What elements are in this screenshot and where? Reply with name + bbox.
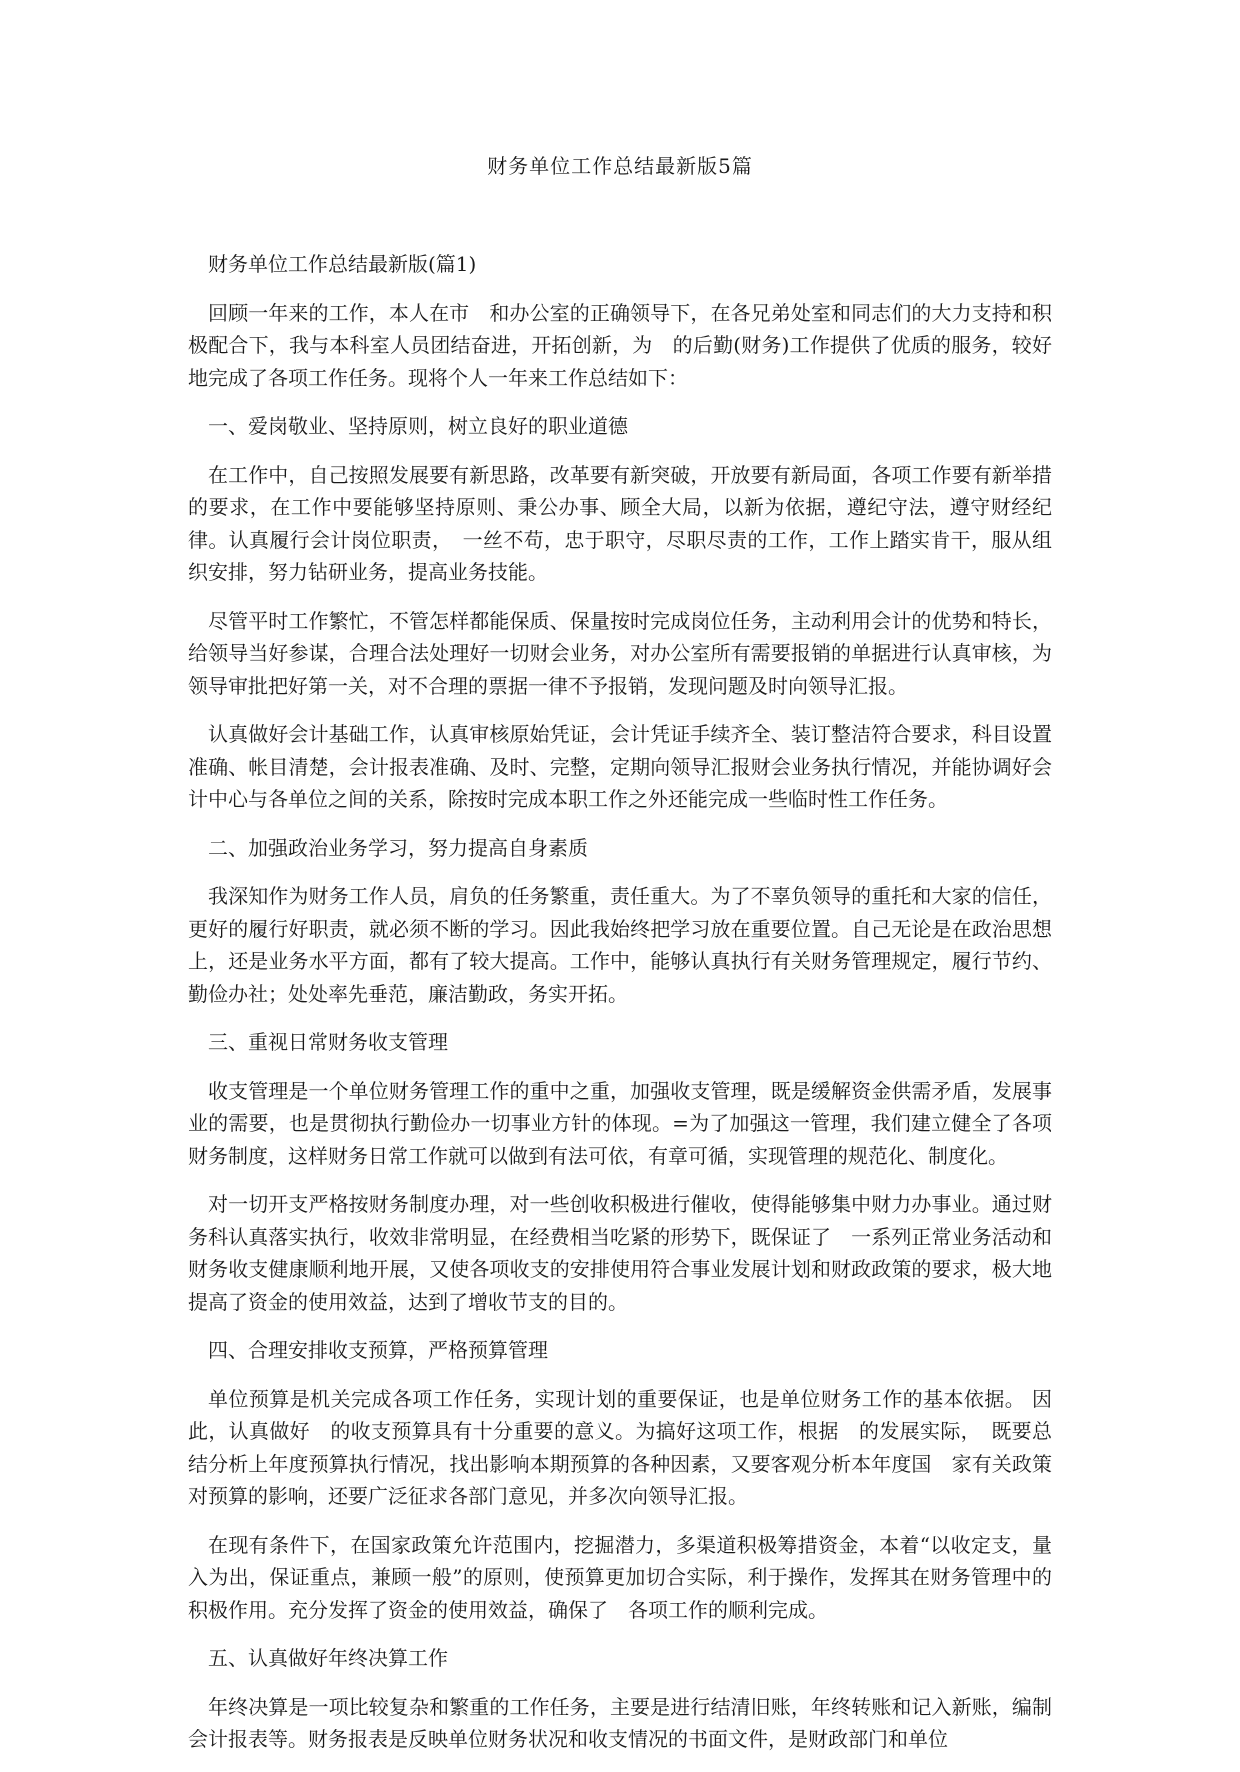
- paragraph: 认真做好会计基础工作，认真审核原始凭证，会计凭证手续齐全、装订整洁符合要求，科目设置准确、帐目清楚，会计报表准确、及时、完整，定期向领导汇报财会业务执行情况，并能协调好会计中心与各单位之间的关系，除按时完成本职工作之外还能完成一些临时性工作任务。: [188, 722, 1052, 811]
- paragraph: 对一切开支严格按财务制度办理，对一些创收积极进行催收，使得能够集中财力办事业。通过财务科认真落实执行，收效非常明显，在经费相当吃紧的形势下，既保证了 一系列正常业务活动和财务收支健康顺利地开展，又使各项收支的安排使用符合事业发展计划和财政政策的要求，极大地提高了资金的使用效益，达到了增收节支的目的。: [188, 1192, 1052, 1314]
- section-heading: 三、重视日常财务收支管理: [208, 1030, 448, 1054]
- paragraph: 收支管理是一个单位财务管理工作的重中之重，加强收支管理，既是缓解资金供需矛盾，发展事业的需要，也是贯彻执行勤俭办一切事业方针的体现。=为了加强这一管理，我们建立健全了各项财务制度，这样财务日常工作就可以做到有法可依，有章可循，实现管理的规范化、制度化。: [188, 1078, 1052, 1168]
- paragraph: 我深知作为财务工作人员，肩负的任务繁重，责任重大。为了不辜负领导的重托和大家的信任，更好的履行好职责，就必须不断的学习。因此我始终把学习放在重要位置。自己无论是在政治思想上，还是业务水平方面，都有了较大提高。工作中，能够认真执行有关财务管理规定，履行节约、勤俭办社；处处率先垂范，廉洁勤政，务实开拓。: [188, 884, 1052, 1006]
- paragraph: 年终决算是一项比较复杂和繁重的工作任务，主要是进行结清旧账，年终转账和记入新账，编制会计报表等。财务报表是反映单位财务状况和收支情况的书面文件，是财政部门和单位: [188, 1694, 1052, 1751]
- section-heading: 五、认真做好年终决算工作: [208, 1646, 448, 1670]
- article-heading: 财务单位工作总结最新版(篇1): [208, 252, 477, 276]
- paragraph: 单位预算是机关完成各项工作任务，实现计划的重要保证，也是单位财务工作的基本依据。 因此，认真做好 的收支预算具有十分重要的意义。为搞好这项工作，根据 的发展实际， 既要总结分析上年度预算执行情况，找出影响本期预算的各种因素，又要客观分析本年度国 家有关政策对预算的影响，还要广泛征求各部门意见，并多次向领导汇报。: [188, 1386, 1052, 1508]
- section-heading: 一、爱岗敬业、坚持原则，树立良好的职业道德: [208, 414, 628, 438]
- document-body: [188, 248, 1052, 1772]
- paragraph: 回顾一年来的工作，本人在市 和办公室的正确领导下，在各兄弟处室和同志们的大力支持和积极配合下，我与本科室人员团结奋进，开拓创新，为 的后勤(财务)工作提供了优质的服务，较好地完成了各项工作任务。现将个人一年来工作总结如下：: [188, 300, 1052, 390]
- paragraph: 在工作中，自己按照发展要有新思路，改革要有新突破，开放要有新局面，各项工作要有新举措的要求，在工作中要能够坚持原则、秉公办事、顾全大局，以新为依据，遵纪守法，遵守财经纪律。认真履行会计岗位职责， 一丝不苟，忠于职守，尽职尽责的工作，工作上踏实肯干，服从组织安排，努力钻研业务，提高业务技能。: [188, 462, 1052, 584]
- paragraph: 在现有条件下，在国家政策允许范围内，挖掘潜力，多渠道积极筹措资金，本着“以收定支，量入为出，保证重点，兼顾一般”的原则，使预算更加切合实际，利于操作，发挥其在财务管理中的积极作用。充分发挥了资金的使用效益，确保了 各项工作的顺利完成。: [188, 1532, 1052, 1622]
- section-heading: 二、加强政治业务学习，努力提高自身素质: [208, 835, 588, 860]
- paragraph: 尽管平时工作繁忙，不管怎样都能保质、保量按时完成岗位任务，主动利用会计的优势和特长，给领导当好参谋，合理合法处理好一切财会业务，对办公室所有需要报销的单据进行认真审核，为领导审批把好第一关，对不合理的票据一律不予报销，发现问题及时向领导汇报。: [188, 608, 1052, 698]
- document-title: 财务单位工作总结最新版5篇: [487, 154, 753, 178]
- section-heading: 四、合理安排收支预算，严格预算管理: [208, 1338, 548, 1362]
